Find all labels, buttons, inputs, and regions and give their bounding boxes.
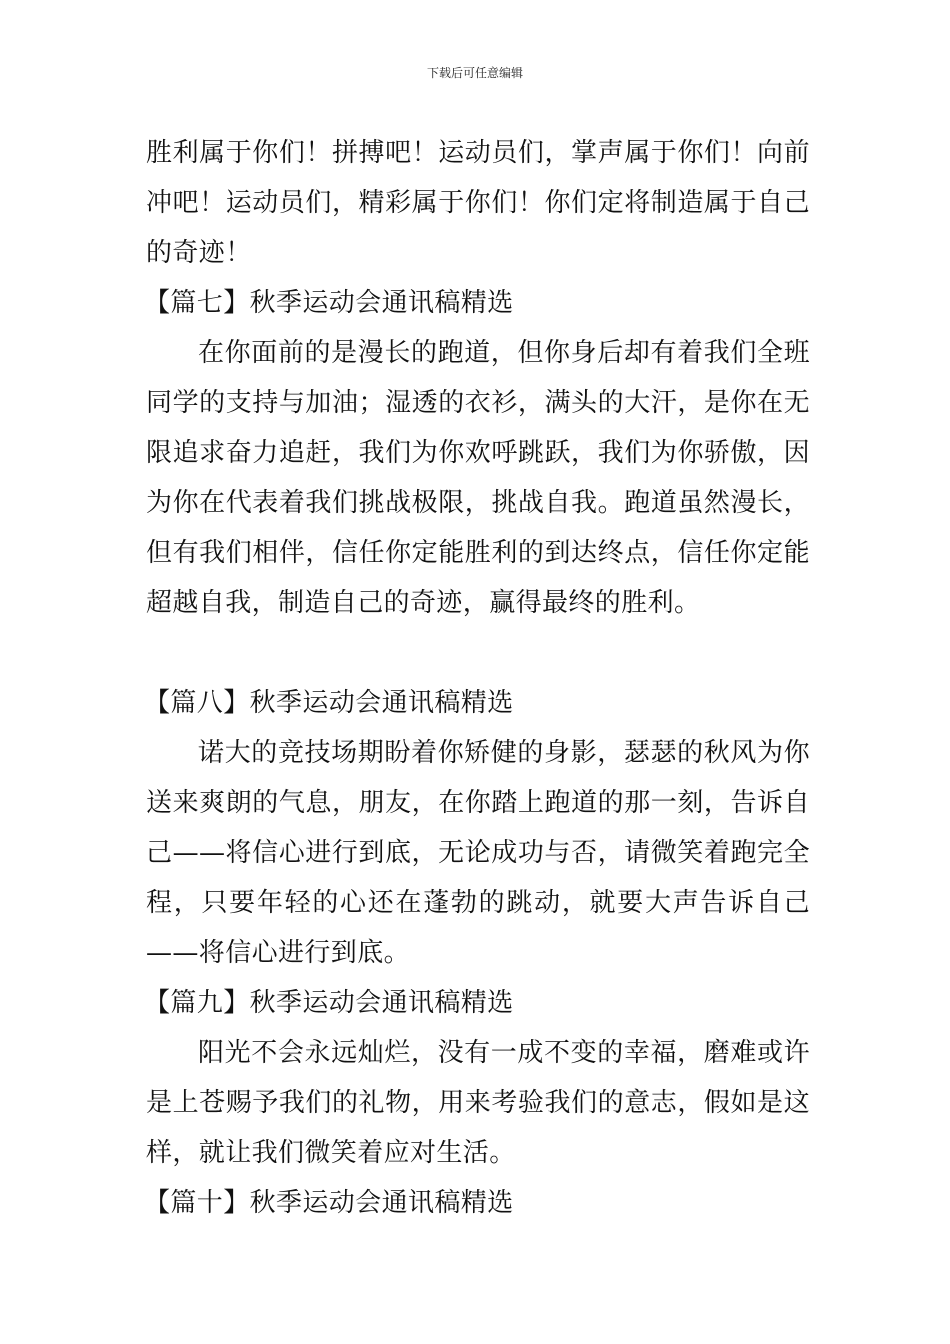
- paragraph-section-8: 诺大的竞技场期盼着你矫健的身影，瑟瑟的秋风为你送来爽朗的气息，朋友，在你踏上跑道的那一刻，告诉自己——将信心进行到底，无论成功与否，请微笑着跑完全程，只要年轻的心还在蓬勃的跳动，就要大声告诉自己——将信心进行到底。: [146, 738, 810, 968]
- section-heading-9: 【篇九】秋季运动会通讯稿精选: [144, 988, 514, 1018]
- paragraph-section-7: 在你面前的是漫长的跑道，但你身后却有着我们全班同学的支持与加油；湿透的衣衫，满头的大汗，是你在无限追求奋力追赶，我们为你欢呼跳跃，我们为你骄傲，因为你在代表着我们挑战极限，挑战自我。跑道虽然漫长，但有我们相伴，信任你定能胜利的到达终点，信任你定能超越自我，制造自己的奇迹，赢得最终的胜利。: [146, 338, 810, 618]
- blank-line: [146, 628, 810, 678]
- page-header: 下载后可任意编辑: [426, 66, 523, 80]
- paragraph-section-9: 阳光不会永远灿烂，没有一成不变的幸福，磨难或许是上苍赐予我们的礼物，用来考验我们的意志，假如是这样，就让我们微笑着应对生活。: [146, 1038, 810, 1168]
- document-body: [146, 128, 810, 1228]
- section-heading-7: 【篇七】秋季运动会通讯稿精选: [144, 288, 514, 318]
- section-heading-8: 【篇八】秋季运动会通讯稿精选: [144, 688, 514, 718]
- section-heading-10: 【篇十】秋季运动会通讯稿精选: [144, 1188, 514, 1218]
- paragraph-cheer-end: 胜利属于你们！拼搏吧！运动员们，掌声属于你们！向前冲吧！运动员们，精彩属于你们！你们定将制造属于自己的奇迹！: [146, 138, 810, 268]
